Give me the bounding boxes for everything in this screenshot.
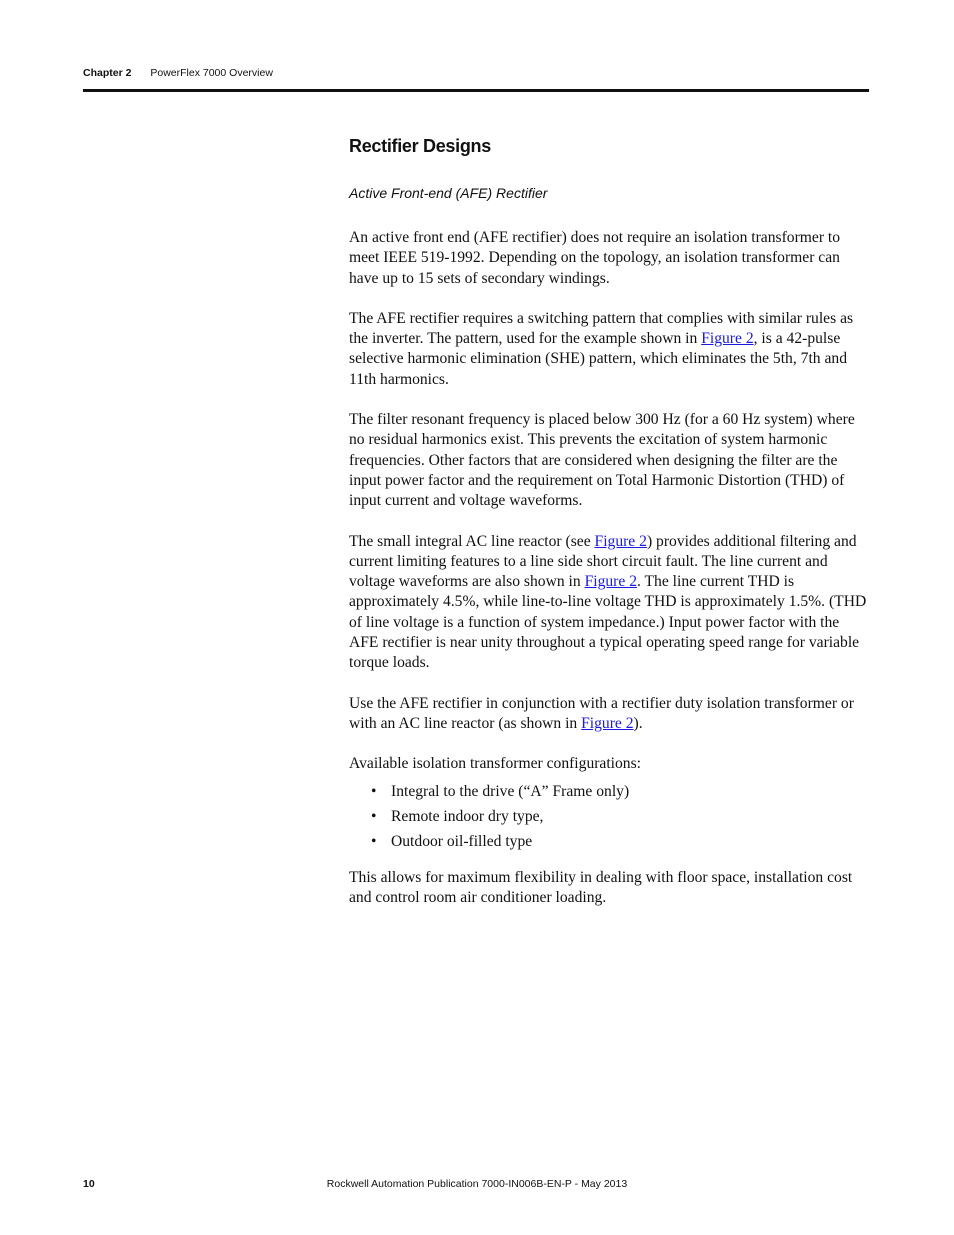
figure-2-link[interactable]: Figure 2 xyxy=(581,714,634,732)
paragraph-4-text-a: The small integral AC line reactor (see xyxy=(349,532,595,550)
list-item xyxy=(349,779,869,804)
publication-footer: Rockwell Automation Publication 7000-IN006B-EN-P - May 2013 xyxy=(326,1178,628,1190)
bullet: • xyxy=(371,807,377,825)
main-content xyxy=(349,134,869,908)
list-item-text: Remote indoor dry type, xyxy=(391,807,544,825)
chapter-label: Chapter 2 xyxy=(83,67,132,79)
paragraph-2 xyxy=(349,309,869,390)
paragraph-4-text-b: ) provides additional filtering and current limiting features to a line side short circuit fault. The line current and voltage waveforms are also shown in xyxy=(349,532,857,591)
paragraph-3: The filter resonant frequency is placed below 300 Hz (for a 60 Hz system) where no residual harmonics exist. This prevents the excitation of system harmonic frequencies. Other factors that are considered when designing the filter are the input power factor and the requirement on Total Harmonic Distortion (THD) of input current and voltage waveforms. xyxy=(349,411,855,510)
list-item-text: Outdoor oil-filled type xyxy=(391,832,533,850)
running-header xyxy=(83,67,273,79)
chapter-title: PowerFlex 7000 Overview xyxy=(150,67,273,79)
section-heading: Rectifier Designs xyxy=(349,136,491,156)
page-number: 10 xyxy=(83,1178,95,1190)
paragraph-7: This allows for maximum flexibility in dealing with floor space, installation cost and control room air conditioner loading. xyxy=(349,868,853,906)
bullet: • xyxy=(371,782,377,800)
paragraph-5-text-a: Use the AFE rectifier in conjunction with a rectifier duty isolation transformer or with an AC line reactor (as shown in xyxy=(349,694,854,732)
paragraph-4 xyxy=(349,532,869,674)
section-subheading: Active Front-end (AFE) Rectifier xyxy=(349,185,548,201)
figure-2-link[interactable]: Figure 2 xyxy=(594,532,647,550)
paragraph-4-text-c: . The line current THD is approximately 4.5%, while line-to-line voltage THD is approximately 1.5%. (THD of line voltage is a function of system impedance.) Input power factor with the AFE rectifier is near unity throughout a typical operating speed range for variable torque loads. xyxy=(349,573,867,672)
bullet: • xyxy=(371,832,377,850)
paragraph-5-text-b: ). xyxy=(633,714,643,732)
paragraph-2-text-a: The AFE rectifier requires a switching pattern that complies with similar rules as the inverter. The pattern, used for the example shown in xyxy=(349,309,854,348)
transformer-config-list xyxy=(349,779,869,854)
list-item xyxy=(349,829,869,854)
header-rule xyxy=(83,89,869,92)
paragraph-2-text-b: , is a 42-pulse selective harmonic elimination (SHE) pattern, which eliminates the 5th, 7th and 11th harmonics. xyxy=(349,330,847,388)
list-item xyxy=(349,804,869,829)
figure-2-link[interactable]: Figure 2 xyxy=(584,573,637,591)
figure-2-link[interactable]: Figure 2 xyxy=(701,330,754,348)
paragraph-5 xyxy=(349,694,869,735)
paragraph-6: Available isolation transformer configurations: xyxy=(349,755,642,773)
paragraph-1: An active front end (AFE rectifier) does not require an isolation transformer to meet IEEE 519-1992. Depending on the topology, an isolation transformer can have up to 15 sets of secondary windings. xyxy=(349,229,841,287)
list-item-text: Integral to the drive (“A” Frame only) xyxy=(391,782,630,800)
